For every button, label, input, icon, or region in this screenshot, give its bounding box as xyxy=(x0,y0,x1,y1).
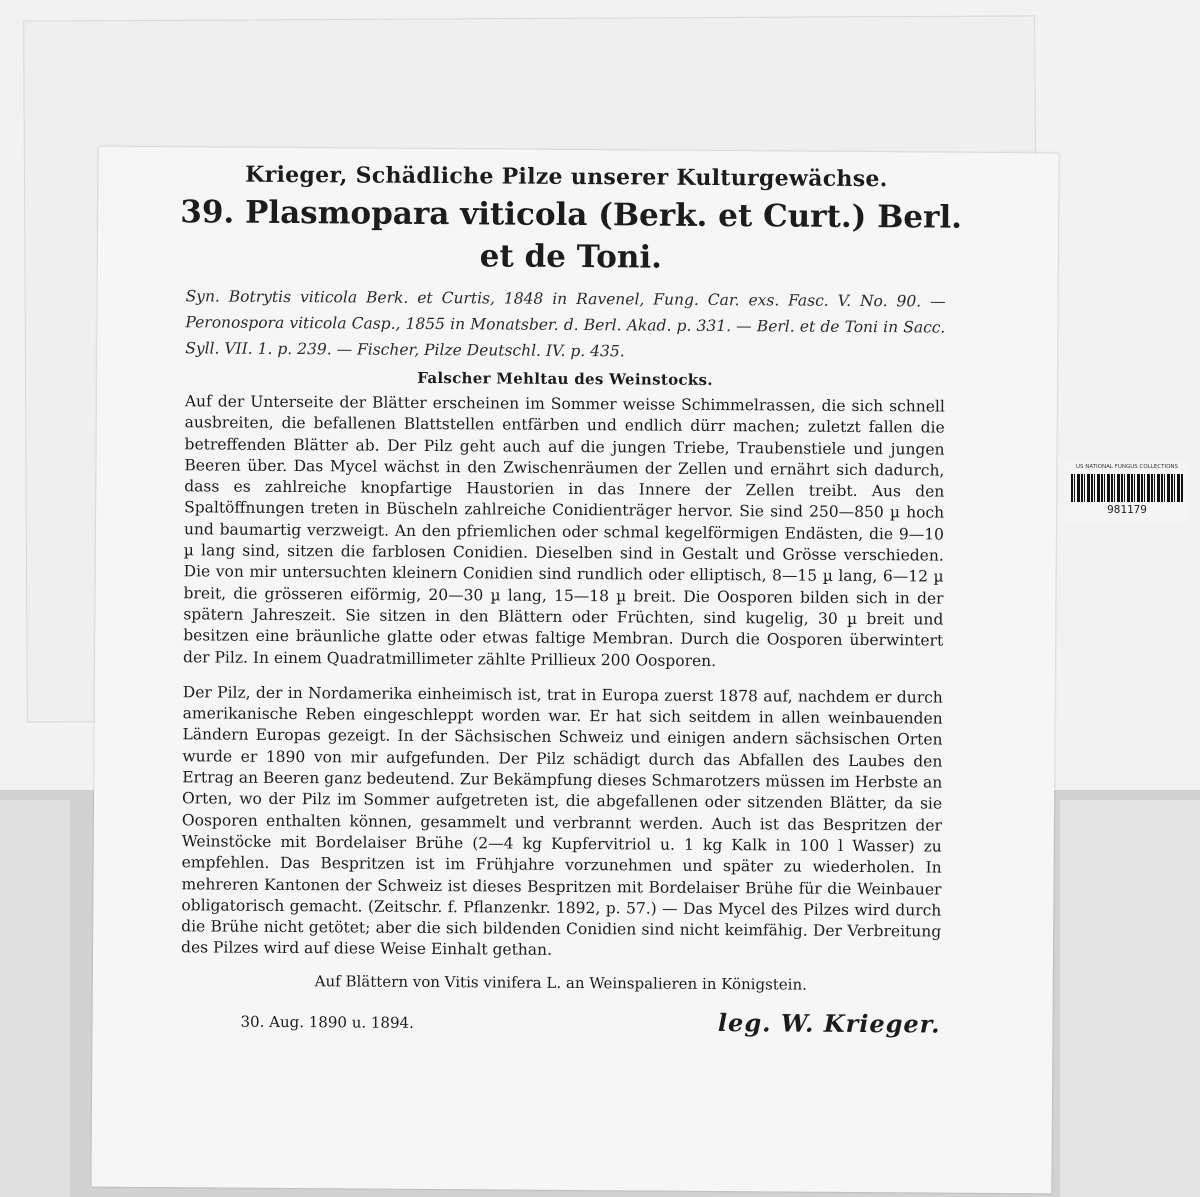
species-title: 39. Plasmopara viticola (Berk. et Curt.) Berl. et de Toni. xyxy=(180,194,963,276)
series-title: Krieger, Schädliche Pilze unserer Kulturgewächse. xyxy=(245,161,888,193)
label-text xyxy=(180,161,963,1039)
barcode-icon xyxy=(1071,474,1183,502)
lower-board-right xyxy=(1060,800,1200,1197)
barcode-label xyxy=(1064,462,1190,522)
barcode-number: 981179 xyxy=(1107,503,1147,516)
barcode-header: US NATIONAL FUNGUS COLLECTIONS xyxy=(1075,464,1179,470)
collection-date: 30. Aug. 1890 u. 1894. xyxy=(240,1012,414,1032)
lower-board-left xyxy=(0,800,70,1197)
specimen-label xyxy=(91,147,1058,1194)
label-footer xyxy=(180,1004,940,1039)
common-name: Falscher Mehltau des Weinstocks. xyxy=(417,368,713,389)
description-paragraph: Auf der Unterseite der Blätter erscheinen im Sommer weisse Schimmelrassen, die sich schnell ausbreiten, die befallenen Blattstellen entfärben und endlich dürr machen; zuletzt fallen die betreffenden Blätter ab. Der Pilz geht auch auf die jungen Triebe, Traubenstiele und jungen Beeren über. Das Mycel wächst in den Zwischenräumen der Zellen und ernährt sich dadurch, dass es zahlreiche knopfartige Haustorien in das Innere der Zellen treibt. Aus den Spaltöffnungen treten in Büscheln zahlreiche Conidienträger hervor. Sie sind 250—850 µ hoch und baumartig verzweigt. An den pfriemlichen oder schmal kegelförmigen Endästen, die 9—10 µ lang sind, sitzen die farblosen Conidien. Dieselben sind in Gestalt und Grösse verschieden. Die von mir untersuchten kleinern Conidien sind rundlich oder elliptisch, 8—15 µ lang, 6—12 µ breit, die grösseren eiförmig, 20—30 µ lang, 15—18 µ breit. Die Oosporen bilden sich in der spätern Jahreszeit. Sie sitzen in den Blättern oder Früchten, sind kugelig, 30 µ breit und besitzen eine bräunliche glatte oder etwas faltige Membran. Durch die Oosporen überwintert der Pilz. In einem Quadratmillimeter zählte Prillieux 200 Oosporen. xyxy=(183,392,945,670)
history-paragraph: Der Pilz, der in Nordamerika einheimisch ist, trat in Europa zuerst 1878 auf, nachdem er durch amerikanische Reben eingeschleppt worden war. Er hat sich seitdem in allen weinbauenden Ländern Europas gezeigt. In der Sächsischen Schweiz und einigen andern sächsischen Orten wurde er 1890 von mir aufgefunden. Der Pilz schädigt durch das Abfallen des Laubes den Ertrag an Beeren ganz bedeutend. Zur Bekämpfung dieses Schmarotzers müssen im Herbste an Orten, wo der Pilz im Sommer aufgetreten ist, die abgefallenen oder sitzenden Blätter, da sie Oosporen enthalten können, gesammelt und verbrannt werden. Auch ist das Bespritzen der Weinstöcke mit Bordelaiser Brühe (2—4 kg Kupfervitriol u. 1 kg Kalk in 100 l Wasser) zu empfehlen. Das Bespritzen ist im Frühjahre vorzunehmen und später zu wiederholen. In mehreren Kantonen der Schweiz ist dieses Bespritzen mit Bordelaiser Brühe für die Weinbauer obligatorisch gemacht. (Zeitschr. f. Pflanzenkr. 1892, p. 57.) — Das Mycel des Pilzes wird durch die Brühe nicht getötet; aber die sich bildenden Conidien sind nicht keimfähig. Der Verbreitung des Pilzes wird auf diese Weise Einhalt gethan. xyxy=(180,683,943,960)
collector: leg. W. Krieger. xyxy=(717,1007,941,1039)
synonymy: Syn. Botrytis viticola Berk. et Curtis, 1848 in Ravenel, Fung. Car. exs. Fasc. V. No. 90. — Peronospora viticola Casp., 1855 in Monatsber. d. Berl. Akad. p. 331. — Berl. et de Toni in Sacc. Syll. VII. 1. p. 239. — Fischer, Pilze Deutschl. IV. p. 435. xyxy=(185,287,946,361)
substrate-line: Auf Blättern von Vitis vinifera L. an Weinspalieren in Königstein. xyxy=(314,971,808,994)
